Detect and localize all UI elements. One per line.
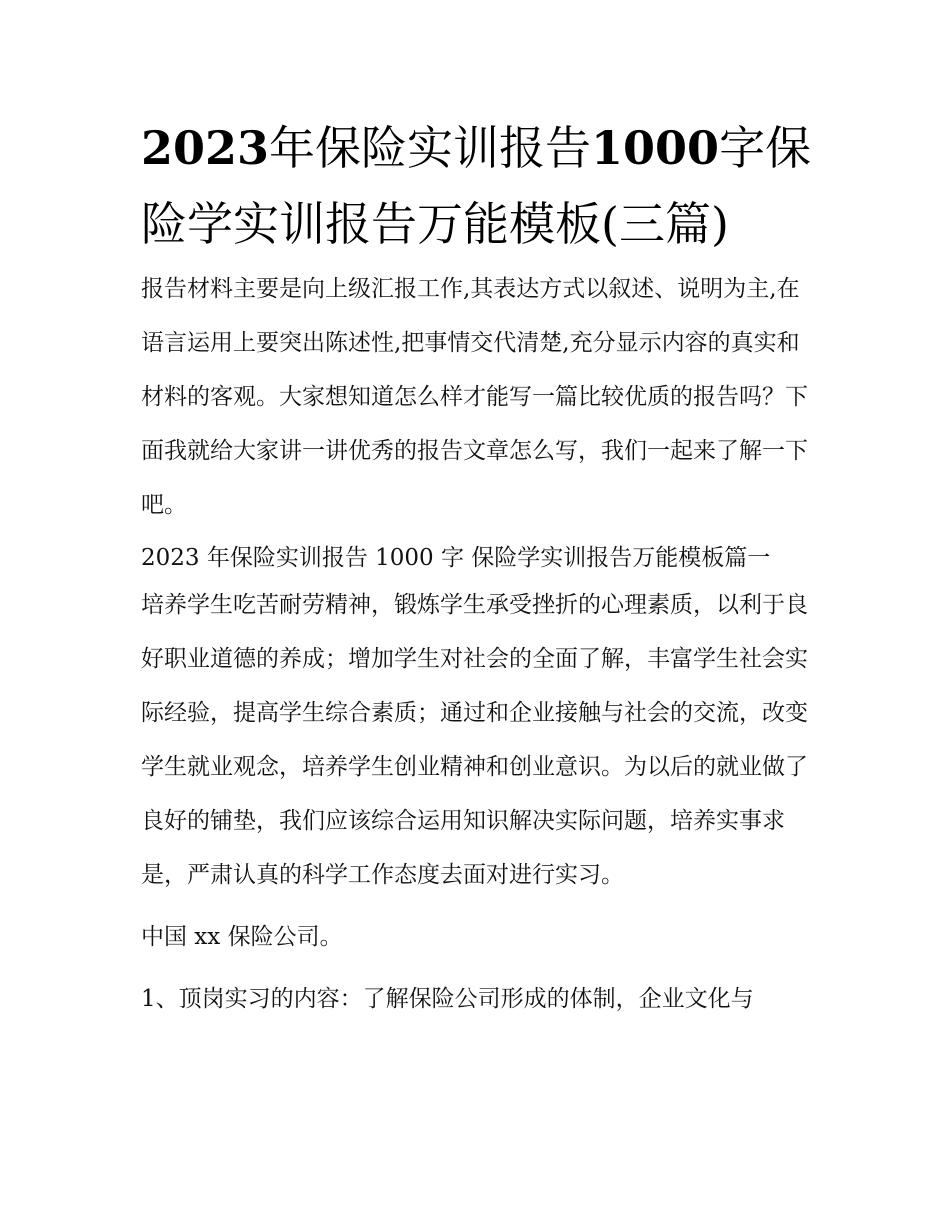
section-heading: 2023 年保险实训报告 1000 字 保险学实训报告万能模板篇一: [141, 545, 771, 571]
body-paragraph-2: 中国 xx 保险公司。: [141, 924, 343, 950]
title-text-c: 保险学实训报告万能模板(三篇): [141, 121, 812, 251]
title-text-b: 字: [719, 121, 766, 175]
body-paragraph-1: 培养学生吃苦耐劳精神，锻炼学生承受挫折的心理素质，以利于良好职业道德的养成；增加学生对社会的全面了解，丰富学生社会实际经验，提高学生综合素质；通过和企业接触与社会的交流，改变学生就业观念，培养学生创业精神和创业意识。为以后的就业做了良好的铺垫，我们应该综合运用知识解决实际问题，培养实事求是，严肃认真的科学工作态度去面对进行实习。: [141, 592, 808, 888]
document-title: [141, 110, 813, 262]
document-page: [141, 110, 813, 1026]
title-year: 2023: [141, 121, 270, 175]
title-number: 1000: [591, 121, 720, 175]
body-paragraph-3: 1、顶岗实习的内容：了解保险公司形成的体制，企业文化与: [141, 986, 754, 1012]
intro-paragraph: 报告材料主要是向上级汇报工作,其表达方式以叙述、说明为主,在语言运用上要突出陈述性,把事情交代清楚,充分显示内容的真实和材料的客观。大家想知道怎么样才能写一篇比较优质的报告吗？下面我就给大家讲一讲优秀的报告文章怎么写，我们一起来了解一下吧。: [141, 276, 808, 518]
title-text-a: 年保险实训报告: [269, 121, 592, 175]
